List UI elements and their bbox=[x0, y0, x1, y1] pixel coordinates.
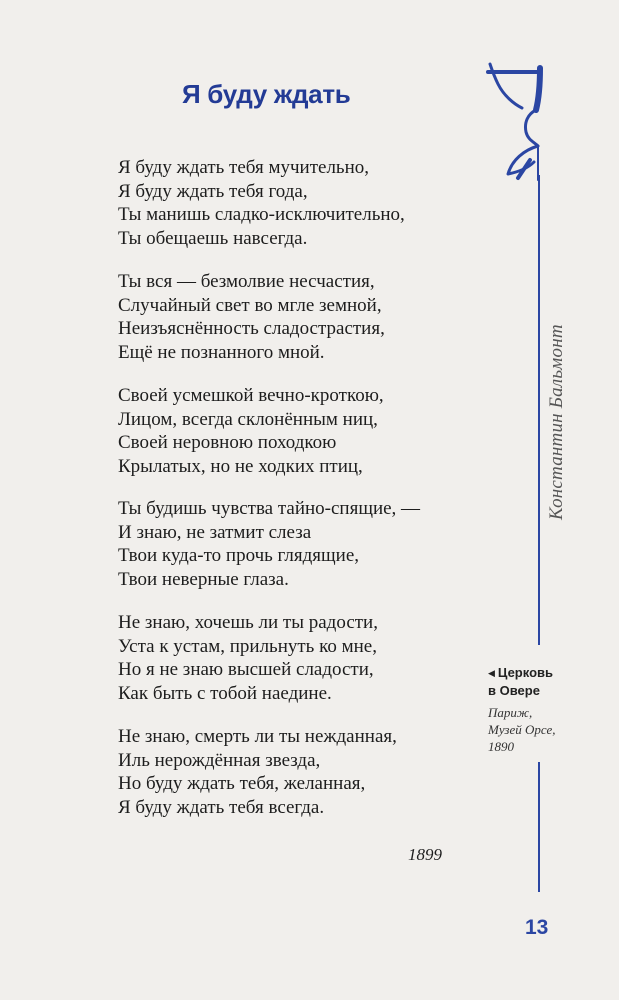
poem-line: Ты манишь сладко-исключительно, bbox=[118, 204, 405, 225]
author-name: Константин Бальмонт bbox=[546, 324, 567, 520]
caption-sub-line: Париж, bbox=[488, 705, 533, 720]
image-caption bbox=[488, 664, 588, 755]
stanza-2 bbox=[118, 270, 385, 364]
caption-title-line: в Овере bbox=[488, 683, 540, 698]
poem-line: Твои куда-то прочь глядящие, bbox=[118, 545, 359, 566]
poem-line: Неизъяснённость сладострастия, bbox=[118, 318, 385, 339]
caption-sub-line: 1890 bbox=[488, 739, 514, 754]
poem-line: Твои неверные глаза. bbox=[118, 568, 289, 590]
poem-line: Ты будишь чувства тайно-спящие, — bbox=[118, 498, 421, 519]
poem-line: Своей усмешкой вечно-кроткою, bbox=[118, 385, 384, 406]
poem-line: Не знаю, хочешь ли ты радости, bbox=[118, 612, 378, 633]
stanza-3 bbox=[118, 384, 384, 478]
caption-subtitle bbox=[488, 704, 588, 755]
poem-line: Иль нерождённая звезда, bbox=[118, 749, 321, 771]
poem-line: Своей неровною походкою bbox=[118, 432, 337, 453]
poem-line: Я буду ждать тебя мучительно, bbox=[118, 157, 370, 178]
stanza-6 bbox=[118, 725, 397, 819]
poem-line: Лицом, всегда склонённым ниц, bbox=[118, 408, 378, 430]
poem-line: Не знаю, смерть ли ты нежданная, bbox=[118, 726, 397, 747]
poem-line: Крылатых, но не ходких птиц, bbox=[118, 455, 363, 477]
vertical-rule-upper bbox=[538, 175, 540, 645]
stanza-4 bbox=[118, 497, 420, 591]
poem-line: Как быть с тобой наедине. bbox=[118, 682, 332, 704]
page-number: 13 bbox=[525, 916, 549, 939]
stanza-1 bbox=[118, 156, 405, 250]
caption-sub-line: Музей Орсе, bbox=[488, 722, 556, 737]
poem-line: Я буду ждать тебя всегда. bbox=[118, 796, 325, 818]
poem-line: Случайный свет во мгле земной, bbox=[118, 294, 382, 316]
ornament-icon bbox=[478, 50, 558, 230]
poem-line: Ты вся — безмолвие несчастия, bbox=[118, 271, 375, 292]
poem-year: 1899 bbox=[408, 845, 442, 864]
triangle-left-icon: ◀ bbox=[488, 668, 495, 678]
caption-title bbox=[488, 664, 588, 699]
poem-line: И знаю, не затмит слеза bbox=[118, 521, 312, 543]
poem-line: Но буду ждать тебя, желанная, bbox=[118, 773, 366, 794]
poem-title: Я буду ждать bbox=[182, 79, 351, 109]
poem-line: Я буду ждать тебя года, bbox=[118, 180, 308, 202]
poem-line: Ты обещаешь навсегда. bbox=[118, 227, 308, 249]
poem-line: Уста к устам, прильнуть ко мне, bbox=[118, 635, 377, 657]
poem-line: Ещё не познанного мной. bbox=[118, 341, 325, 363]
vertical-rule-lower bbox=[538, 762, 540, 892]
poem-line: Но я не знаю высшей сладости, bbox=[118, 659, 374, 680]
caption-title-line: Церковь bbox=[497, 665, 554, 680]
stanza-5 bbox=[118, 611, 378, 705]
